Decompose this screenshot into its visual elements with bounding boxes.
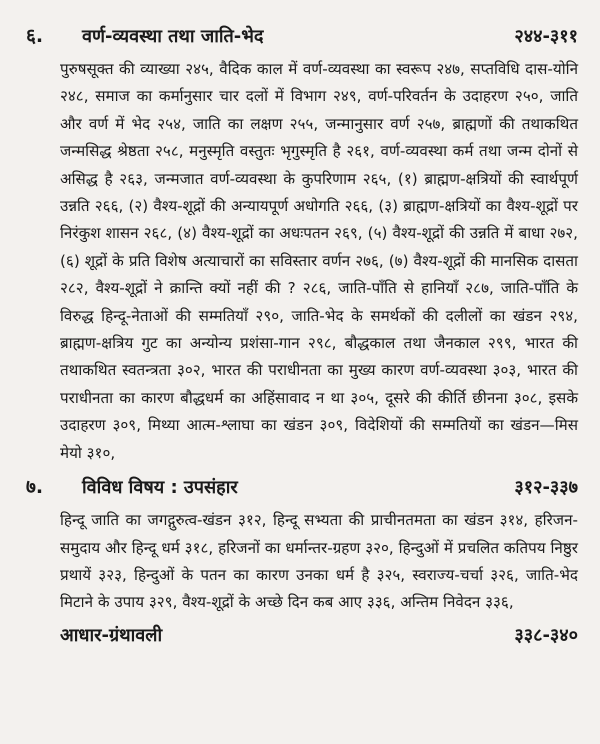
bibliography-page-range: ३३८-३४०: [514, 624, 578, 646]
bibliography-title: आधार-ग्रंथावली: [60, 624, 163, 646]
section-page-range: २४४-३११: [514, 26, 578, 47]
section-number: ७.: [26, 476, 44, 499]
section-title: वर्ण-व्यवस्था तथा जाति-भेद: [82, 26, 264, 47]
section-title: विविध विषय : उपसंहार: [82, 477, 238, 499]
section-page-range: ३१२-३३७: [514, 477, 578, 499]
section-contents: हिन्दू जाति का जगद्गुरुत्व-खंडन ३१२, हिन्दू सभ्यता की प्राचीनतमता का खंडन ३१४, हरिजन-समुदाय और हिन्दू धर्म ३१८, हरिजनों का धर्मान्तर-ग्रहण ३२०, हिन्दुओं में प्रचलित कतिपय निष्ठुर प्रथायें ३२३, हिन्दुओं के पतन का कारण उनका धर्म है ३२५, स्वराज्य-चर्चा ३२६, जाति-भेद मिटाने के उपाय ३२९, वैश्य-शूद्रों के अच्छे दिन कब आए ३३६, अन्तिम निवेदन ३३६,: [60, 511, 578, 612]
toc-section-6: [26, 22, 578, 467]
section-contents: पुरुषसूक्त की व्याख्या २४५, वैदिक काल में वर्ण-व्यवस्था का स्वरूप २४७, सप्तविधि दास-योनि २४८, समाज का कर्मानुसार चार दलों में विभाग २४९, वर्ण-परिवर्तन के उदाहरण २५०, जाति और वर्ण में भेद २५४, जाति का लक्षण २५५, जन्मानुसार वर्ण २५७, ब्राह्मणों की तथाकथित जन्मसिद्ध श्रेष्ठता २५८, मनुस्मृति वस्तुतः भृगुस्मृति है २६१, वर्ण-व्यवस्था कर्म तथा जन्म दोनों से असिद्ध है २६३, जन्मजात वर्ण-व्यवस्था के कुपरिणाम २६५, (१) ब्राह्मण-क्षत्रियों की स्वार्थपूर्ण उन्नति २६६, (२) वैश्य-शूद्रों की अन्यायपूर्ण अधोगति २६६, (३) ब्राह्मण-क्षत्रियों का वैश्य-शूद्रों पर निरंकुश शासन २६८, (४) वैश्य-शूद्रों का अधःपतन २६९, (५) वैश्य-शूद्रों की उन्नति में बाधा २७२, (६) शूद्रों के प्रति विशेष अत्याचारों का सविस्तार वर्णन २७६, (७) वैश्य-शूद्रों की मानसिक दासता २८२, वैश्य-शूद्रों ने क्रान्ति क्यों नहीं की ? २८६, जाति-पाँति से हानियाँ २८७, जाति-पाँति के विरुद्ध हिन्दू-नेताओं की सम्मतियाँ २९०, जाति-भेद के समर्थकों की दलीलों का खंडन २९४, ब्राह्मण-क्षत्रिय गुट का अन्योन्य प्रशंसा-गान २९८, बौद्धकाल तथा जैनकाल २९९, भारत की तथाकथित स्वतन्त्रता ३०२, भारत की पराधीनता का मुख्य कारण वर्ण-व्यवस्था ३०३, भारत की पराधीनता का कारण बौद्धधर्म का अहिंसावाद न था ३०५, दूसरे की कीर्ति छीनना ३०८, इसके उदाहरण ३०९, मिथ्या आत्म-श्लाघा का खंडन ३०९, विदेशियों की सम्मतियों का खंडन—मिस मेयो ३१०,: [60, 60, 578, 462]
section-heading: [26, 22, 578, 56]
toc-section-7: [26, 473, 578, 617]
bibliography-entry: [60, 623, 578, 647]
section-heading: [26, 473, 578, 507]
section-number: ६.: [26, 25, 44, 47]
